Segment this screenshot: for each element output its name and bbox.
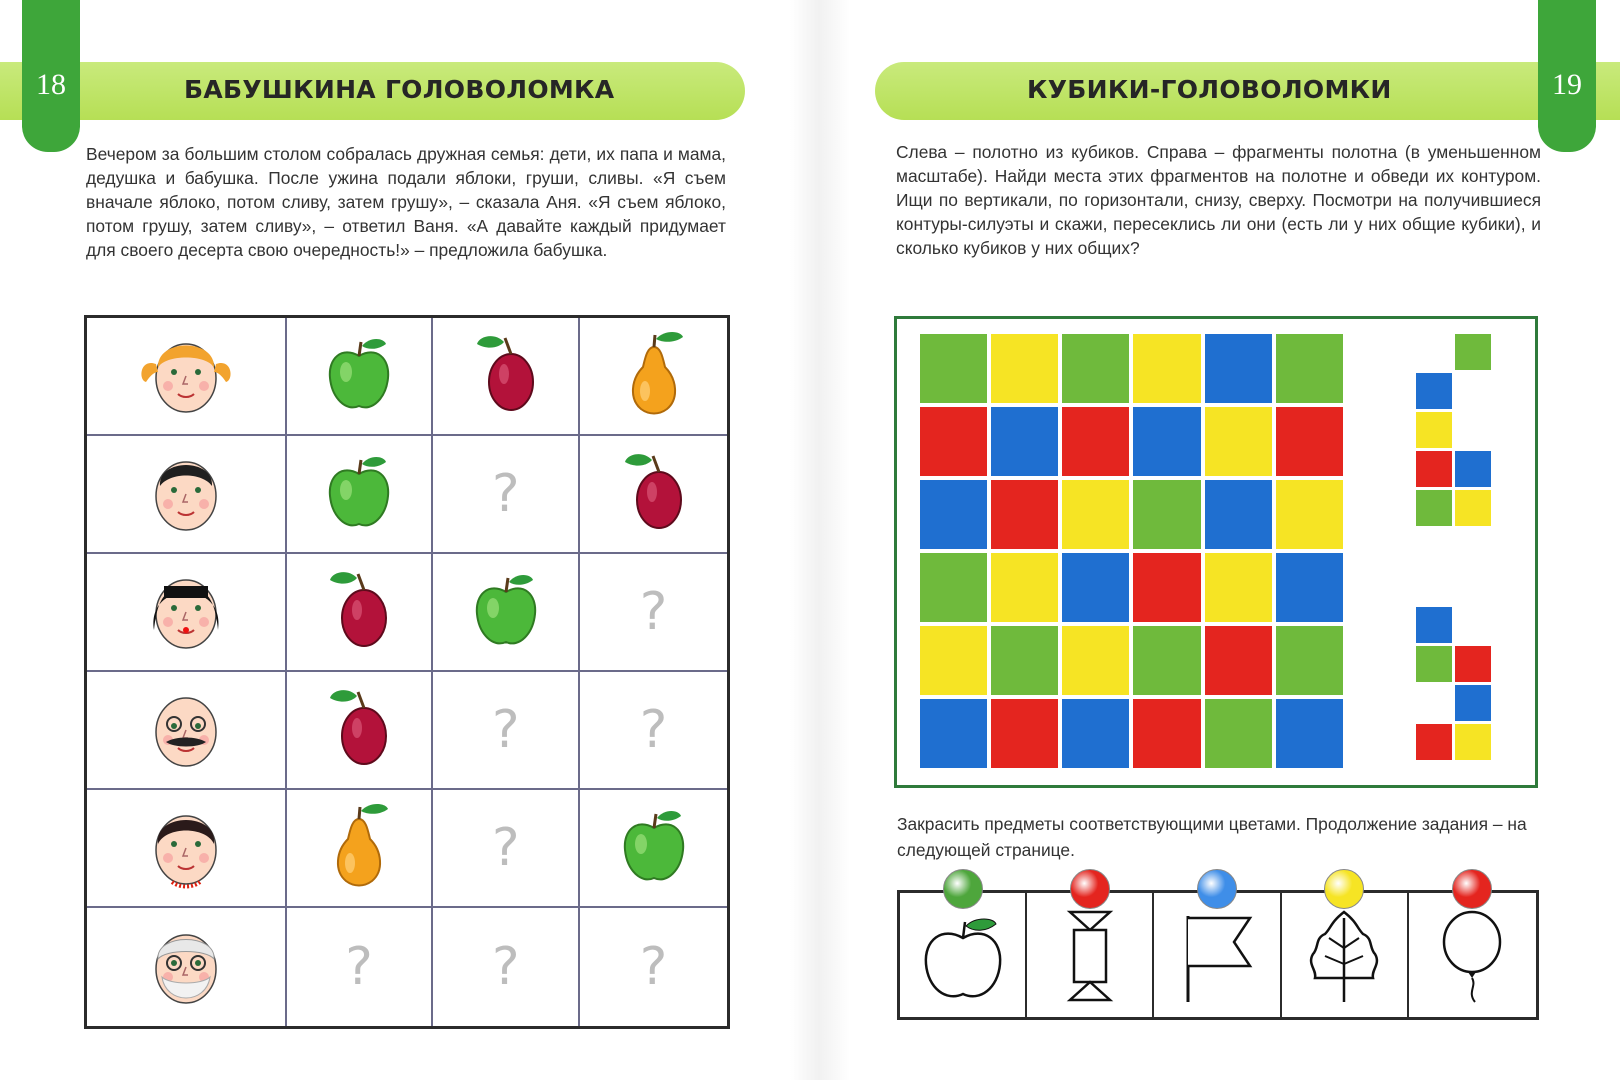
fragment-cube	[1416, 724, 1452, 760]
fragment-cube	[1416, 607, 1452, 643]
question-mark: ?	[492, 464, 520, 524]
mosaic-cube[interactable]	[1205, 699, 1272, 768]
table-cell[interactable]	[580, 790, 727, 908]
pear-icon	[324, 801, 394, 896]
mosaic-cube[interactable]	[1062, 553, 1129, 622]
color-dot	[1070, 869, 1110, 909]
table-cell[interactable]	[287, 318, 434, 436]
mosaic-cube[interactable]	[991, 553, 1058, 622]
mosaic-cube[interactable]	[1062, 407, 1129, 476]
table-cell[interactable]	[433, 790, 580, 908]
fragment-empty	[1455, 373, 1491, 409]
mosaic-cube[interactable]	[1133, 699, 1200, 768]
table-cell	[87, 672, 287, 790]
question-mark: ?	[639, 937, 668, 997]
coloring-instruction: Закрасить предметы соответствующими цветами. Продолжение задания – на следующей странице.	[897, 814, 1527, 860]
coloring-cell[interactable]	[1027, 893, 1154, 1017]
mosaic-cube[interactable]	[1276, 480, 1343, 549]
flag-outline-icon[interactable]	[1174, 908, 1260, 1009]
mosaic-cube[interactable]	[920, 407, 987, 476]
mosaic-cube[interactable]	[1276, 626, 1343, 695]
coloring-cell[interactable]	[900, 893, 1027, 1017]
fragment-cube	[1455, 490, 1491, 526]
question-mark: ?	[639, 700, 668, 760]
fragment-cube	[1416, 412, 1452, 448]
mosaic-cube[interactable]	[991, 626, 1058, 695]
question-mark: ?	[492, 818, 520, 878]
question-mark: ?	[639, 582, 668, 642]
question-mark: ?	[492, 700, 520, 760]
table-cell[interactable]	[580, 318, 727, 436]
table-cell[interactable]	[287, 436, 434, 554]
table-cell[interactable]	[580, 908, 727, 1026]
grandfather-face-icon	[131, 915, 241, 1020]
color-dot	[1324, 869, 1364, 909]
mosaic-cube[interactable]	[1276, 334, 1343, 403]
coloring-cell[interactable]	[1282, 893, 1409, 1017]
grandmother-face-icon	[131, 796, 241, 901]
mosaic-cube[interactable]	[1062, 626, 1129, 695]
color-dot	[1197, 869, 1237, 909]
mosaic-cube[interactable]	[920, 553, 987, 622]
apple-icon	[324, 452, 394, 537]
fragment-cube	[1416, 490, 1452, 526]
right-page-title: КУБИКИ-ГОЛОВОЛОМКИ	[1027, 75, 1392, 104]
fragment-cube	[1416, 451, 1452, 487]
plum-icon	[324, 568, 394, 657]
mosaic-cube[interactable]	[1205, 334, 1272, 403]
question-mark: ?	[345, 937, 373, 997]
mosaic-cube[interactable]	[920, 334, 987, 403]
plum-icon	[471, 332, 541, 421]
fragment-cube	[1455, 646, 1491, 682]
mosaic-cube[interactable]	[1205, 480, 1272, 549]
table-cell[interactable]	[287, 554, 434, 672]
table-cell	[87, 908, 287, 1026]
mosaic-cube[interactable]	[920, 480, 987, 549]
mosaic-cube[interactable]	[991, 334, 1058, 403]
mosaic-cube[interactable]	[1205, 626, 1272, 695]
table-cell	[87, 318, 287, 436]
table-cell[interactable]	[433, 908, 580, 1026]
mosaic-cube[interactable]	[991, 480, 1058, 549]
fragment-cube	[1416, 373, 1452, 409]
pear-icon	[619, 329, 689, 424]
table-cell[interactable]	[580, 436, 727, 554]
mosaic-cube[interactable]	[1062, 480, 1129, 549]
fragment-cube	[1455, 334, 1491, 370]
boy-face-icon	[131, 442, 241, 547]
fragment-cube	[1455, 724, 1491, 760]
fragment-empty	[1455, 412, 1491, 448]
father-face-icon	[131, 678, 241, 783]
mosaic-cube[interactable]	[1205, 407, 1272, 476]
fragment-empty	[1416, 685, 1452, 721]
table-cell	[87, 436, 287, 554]
mosaic-cube[interactable]	[991, 407, 1058, 476]
mosaic-cube[interactable]	[991, 699, 1058, 768]
mosaic-cube[interactable]	[1133, 553, 1200, 622]
fragment-cube	[1455, 685, 1491, 721]
apple-outline-icon[interactable]	[920, 914, 1006, 1009]
mosaic-cube[interactable]	[1133, 334, 1200, 403]
apple-icon	[619, 806, 689, 891]
plum-icon	[619, 450, 689, 539]
coloring-cell[interactable]	[1154, 893, 1281, 1017]
mosaic-cube[interactable]	[1062, 334, 1129, 403]
table-cell[interactable]	[433, 672, 580, 790]
left-page-number: 18	[36, 68, 66, 101]
mother-face-icon	[131, 560, 241, 665]
cube-mosaic	[920, 334, 1343, 768]
table-cell	[87, 790, 287, 908]
dessert-order-table	[84, 315, 730, 1029]
mosaic-cube[interactable]	[1133, 407, 1200, 476]
table-cell[interactable]	[433, 436, 580, 554]
coloring-row	[897, 890, 1539, 1020]
right-intro-text: Слева – полотно из кубиков. Справа – фрагменты полотна (в уменьшенном масштабе). Найди места этих фрагментов на полотне и обведи их контуром. Ищи по вертикали, по горизонтали, снизу, сверху. Посмотри на получившиеся контуры-силуэты и скажи, пересеклись ли они (есть ли у них общие кубики), и сколько кубиков у них общих?	[896, 142, 1541, 258]
table-cell[interactable]	[433, 554, 580, 672]
mosaic-cube[interactable]	[920, 626, 987, 695]
left-page-title: БАБУШКИНА ГОЛОВОЛОМКА	[184, 75, 615, 104]
left-intro-text: Вечером за большим столом собралась дружная семья: дети, их папа и мама, дедушка и бабушка. После ужина подали яблоки, груши, сливы. «Я съем вначале яблоко, потом сливу, затем грушу», – сказала Аня. «Я съем яблоко, потом грушу, затем сливу», – ответил Ваня. «А давайте каждый придумает для своего десерта свою очередность!» – предложила бабушка.	[86, 144, 726, 260]
mosaic-cube[interactable]	[1133, 480, 1200, 549]
coloring-cell[interactable]	[1409, 893, 1536, 1017]
right-page-number: 19	[1552, 68, 1582, 101]
fragment-cube	[1416, 646, 1452, 682]
mosaic-cube[interactable]	[1276, 553, 1343, 622]
fragment-bottom	[1416, 607, 1491, 760]
mosaic-cube[interactable]	[1205, 553, 1272, 622]
color-dot	[1452, 869, 1492, 909]
fragment-cube	[1455, 451, 1491, 487]
girl-face-icon	[131, 324, 241, 429]
mosaic-cube[interactable]	[1276, 407, 1343, 476]
table-cell[interactable]	[287, 790, 434, 908]
mosaic-cube[interactable]	[1062, 699, 1129, 768]
table-cell[interactable]	[580, 672, 727, 790]
table-cell[interactable]	[287, 908, 434, 1026]
candy-outline-icon[interactable]	[1060, 908, 1120, 1009]
fragment-empty	[1416, 334, 1452, 370]
question-mark: ?	[492, 937, 520, 997]
mosaic-cube[interactable]	[1133, 626, 1200, 695]
page-gutter	[790, 0, 850, 1080]
table-cell[interactable]	[580, 554, 727, 672]
table-cell[interactable]	[287, 672, 434, 790]
table-cell[interactable]	[433, 318, 580, 436]
apple-icon	[324, 334, 394, 419]
table-cell	[87, 554, 287, 672]
plum-icon	[324, 686, 394, 775]
color-dot	[943, 869, 983, 909]
mosaic-cube[interactable]	[1276, 699, 1343, 768]
balloon-outline-icon[interactable]	[1437, 908, 1507, 1009]
fragment-empty	[1455, 607, 1491, 643]
leaf-outline-icon[interactable]	[1301, 908, 1387, 1009]
mosaic-cube[interactable]	[920, 699, 987, 768]
apple-icon	[471, 570, 541, 655]
fragment-top	[1416, 334, 1491, 526]
